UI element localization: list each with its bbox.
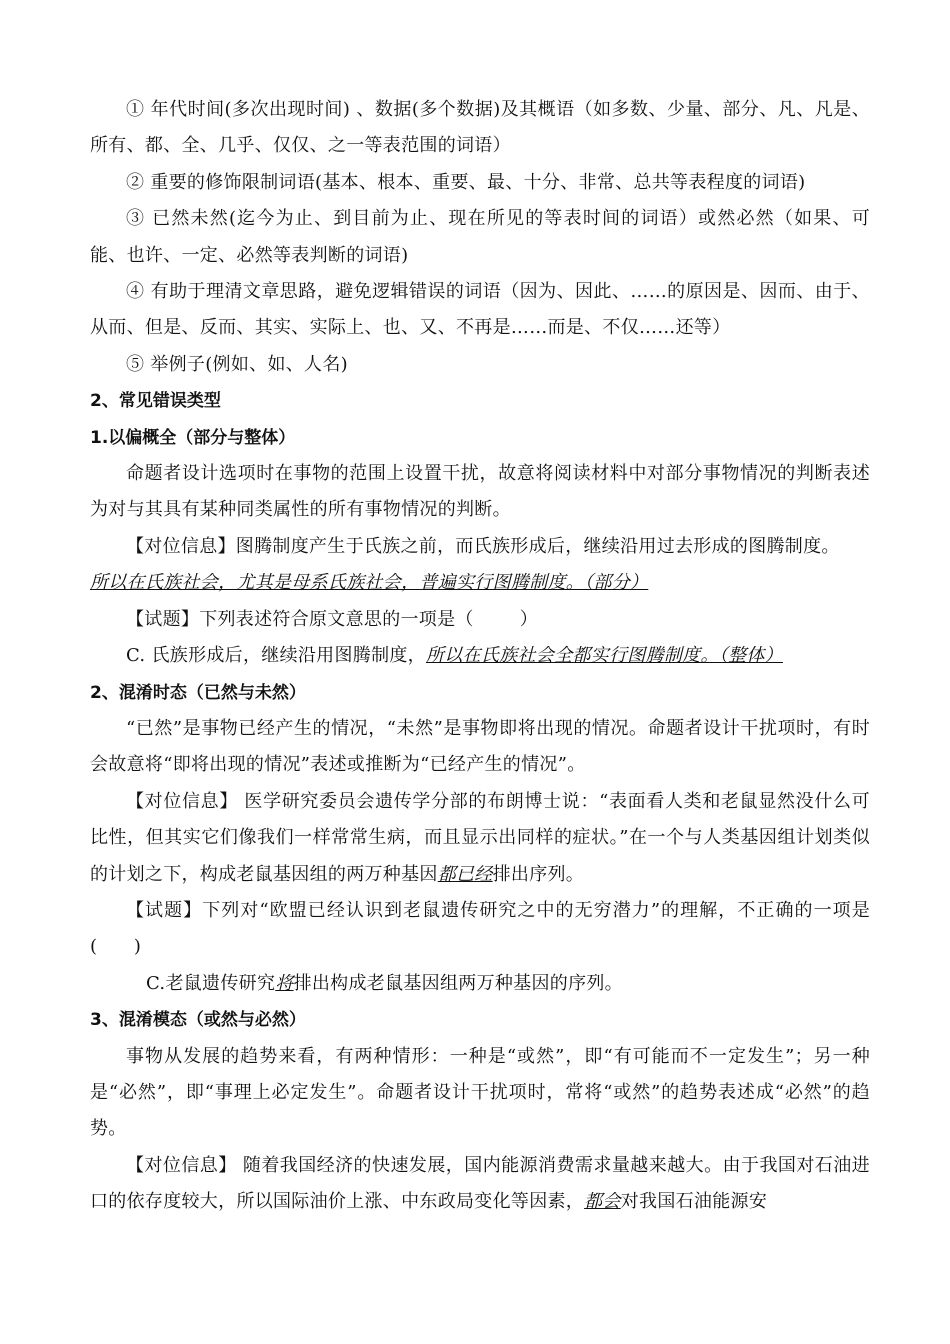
emphasis-text: 都已经 bbox=[437, 863, 493, 885]
error-type-intro-3: 事物从发展的趋势来看，有两种情形：一种是“或然”，即“有可能而不一定发生”；另一种是“必然”，即“事理上必定发生”。命题者设计干扰项时，常将“或然”的趋势表述成“必然”的趋势。 bbox=[90, 1045, 870, 1140]
option-text: C.老鼠遗传研究 bbox=[146, 972, 276, 994]
list-item: ③ 已然未然(迄今为止、到目前为止、现在所见的等表时间的词语）或然必然（如果、可能、也许、一定、必然等表判断的词语) bbox=[90, 208, 870, 266]
error-type-heading-1: 1.以偏概全（部分与整体） bbox=[90, 427, 296, 448]
question-text: 【试题】下列表述符合原文意思的一项是（ bbox=[126, 608, 474, 630]
list-item: ④ 有助于理清文章思路，避免逻辑错误的词语（因为、因此、……的原因是、因而、由于、从而、但是、反而、其实、实际上、也、又、不再是……而是、不仅……还等） bbox=[90, 281, 870, 339]
emphasis-text: 所以在氏族社会全都实行图腾制度。（整体） bbox=[425, 645, 783, 667]
option-text-tail: 排出构成老鼠基因组两万种基因的序列。 bbox=[293, 972, 623, 994]
option-c-1 bbox=[90, 638, 870, 674]
info-text: 【对位信息】 随着我国经济的快速发展，国内能源消费需求量越来越大。由于我国对石油进口的依存度较大，所以国际油价上涨、中东政局变化等因素， bbox=[90, 1154, 870, 1213]
info-text-tail: 对我国石油能源安 bbox=[620, 1191, 768, 1213]
question-2: 【试题】下列对“欧盟已经认识到老鼠遗传研究之中的无穷潜力”的理解，不正确的一项是( ) bbox=[90, 899, 870, 958]
reference-info-1: 【对位信息】图腾制度产生于氏族之前，而氏族形成后，继续沿用过去形成的图腾制度。 bbox=[126, 535, 840, 557]
list-item: ② 重要的修饰限制词语(基本、根本、重要、最、十分、非常、总共等表程度的词语) bbox=[126, 171, 806, 193]
reference-info-3 bbox=[90, 1148, 870, 1221]
reference-info-emphasis-1 bbox=[90, 565, 870, 601]
emphasis-text: 都会 bbox=[584, 1191, 621, 1213]
list-item: ⑤ 举例子(例如、如、人名) bbox=[126, 353, 348, 375]
emphasis-text: 将 bbox=[275, 972, 294, 994]
option-c-2 bbox=[90, 966, 870, 1002]
error-type-heading-3: 3、混淆模态（或然与必然） bbox=[90, 1010, 306, 1031]
reference-info-2 bbox=[90, 784, 870, 893]
error-type-heading-2: 2、混淆时态（已然与未然） bbox=[90, 682, 306, 703]
info-text: 【对位信息】 医学研究委员会遗传学分部的布朗博士说：“表面看人类和老鼠显然没什么可比性，但其实它们像我们一样常常生病，而且显示出同样的症状。”在一个与人类基因组计划类似的计划之下，构成老鼠基因组的两万种基因 bbox=[90, 790, 870, 885]
option-text: C. 氏族形成后，继续沿用图腾制度， bbox=[126, 645, 426, 667]
section-heading: 2、常见错误类型 bbox=[90, 391, 221, 412]
error-type-intro-2: “已然”是事物已经产生的情况，“未然”是事物即将出现的情况。命题者设计干扰项时，有时会故意将“即将出现的情况”表述或推断为“已经产生的情况”。 bbox=[90, 717, 870, 776]
document-page bbox=[90, 92, 870, 1221]
info-text-tail: 排出序列。 bbox=[492, 863, 585, 885]
error-type-intro-1: 命题者设计选项时在事物的范围上设置干扰，故意将阅读材料中对部分事物情况的判断表述为对与其具有某种同类属性的所有事物情况的判断。 bbox=[90, 463, 870, 521]
question-text-end: ） bbox=[519, 608, 539, 630]
emphasis-text: 所以在氏族社会，尤其是母系氏族社会，普遍实行图腾制度。（部分） bbox=[90, 572, 649, 594]
question-1 bbox=[90, 602, 870, 638]
list-item: ① 年代时间(多次出现时间) 、数据(多个数据)及其概语（如多数、少量、部分、凡、凡是、所有、都、全、几乎、仅仅、之一等表范围的词语） bbox=[90, 99, 870, 157]
